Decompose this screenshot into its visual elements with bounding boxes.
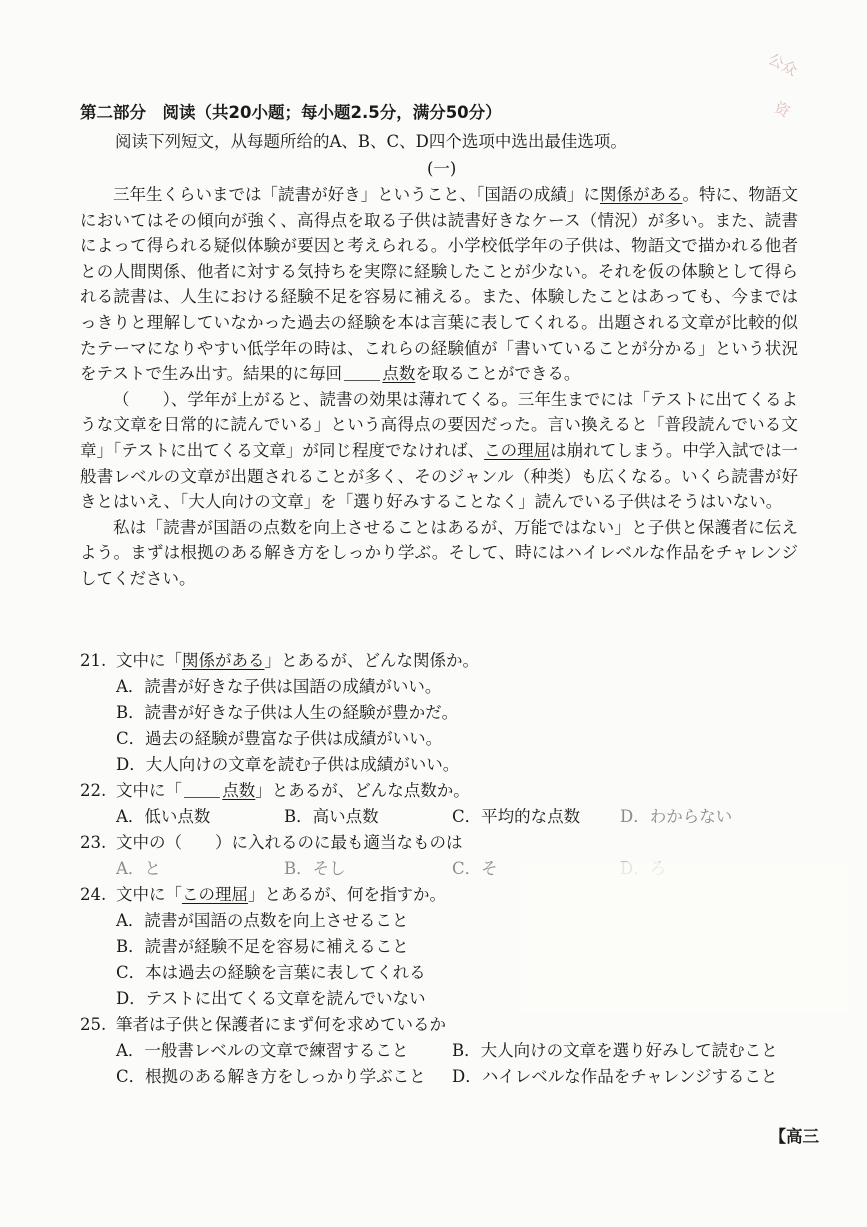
option-25-b: B．大人向けの文章を選り好みして読むこと [452, 1041, 778, 1060]
underlined-phrase-tensu: 点数 [382, 364, 416, 384]
reading-passage [80, 182, 798, 592]
watermark-line-1: 公众 [765, 49, 801, 80]
passage-paragraph-2: （ ）、学年が上がると、読書の効果は薄れてくる。三年生までには「テストに出てくるような文章を日常的に読んでいる」という高得点の要因だった。言い換えると「普段読んでいる文章」「テストに出てくる文章」が同じ程度でなければ、この理屈は崩れてしまう。中学入試では一般書レベルの文章が出題されることが多く、そのジャンル（种类）も広くなる。いくら読書が好きとはいえ、「大人向けの文章」を「選り好みすることなく」読んでいる子供はそうはいない。 [80, 389, 799, 512]
option-24-b: B．読書が経験不足を容易に補えること [116, 937, 409, 956]
options-25-row-1 [80, 1038, 800, 1064]
question-24: 24. 文中に「この理屈」とあるが、何を指すか。 [80, 885, 446, 904]
faded-scan-region [520, 862, 850, 1012]
option-21-a: A．読書が好きな子供は国語の成績がいい。 [116, 677, 442, 696]
option-25-a: A．一般書レベルの文章で練習すること [116, 1041, 409, 1060]
question-21: 21. 文中に「関係がある」とあるが、どんな関係か。 [80, 651, 479, 670]
question-23: 23. 文中の（ ）に入れるのに最も適当なものは [80, 833, 463, 852]
option-23-b: B．そし [284, 859, 346, 878]
watermark-stamp [747, 47, 837, 133]
question-25: 25. 筆者は子供と保護者にまず何を求めているか [80, 1015, 446, 1034]
option-25-c: C．根拠のある解き方をしっかり学ぶこと [116, 1067, 426, 1086]
blank-line [184, 781, 220, 799]
options-25-row-2 [80, 1064, 800, 1090]
option-22-c: C．平均的な点数 [452, 807, 581, 826]
passage-paragraph-3: 私は「読書が国語の点数を向上させることはあるが、万能ではない」と子供と保護者に伝えよう。まずは根拠のある解き方をしっかり学ぶ。そして、時にはハイレベルな作品をチャレンジしてください。 [80, 517, 798, 588]
passage-number: (一) [427, 159, 457, 178]
option-23-a: A．と [116, 859, 161, 878]
underlined-phrase-kankei: 関係がある [599, 185, 683, 204]
option-22-b: B．高い点数 [284, 807, 379, 826]
option-24-d: D．テストに出てくる文章を読んでいない [116, 989, 426, 1008]
blank-line [344, 364, 380, 382]
underlined-phrase-rikutsu: この理屈 [484, 440, 551, 460]
option-23-c: C．そ [452, 859, 498, 878]
option-21-b: B．読書が好きな子供は人生の経験が豊かだ。 [116, 703, 459, 722]
option-21-c: C．過去の経験が豊富な子供は成績がいい。 [116, 729, 443, 748]
options-22 [80, 804, 800, 830]
passage-paragraph-1: 三年生くらいまでは「読書が好き」ということ、「国語の成績」に関係がある。特に、物語文においてはその傾向が強く、高得点を取る子供は読書好きなケース（情況）が多い。また、読書によって得られる疑似体験が要因と考えられる。小学校低学年の子供は、物語文で描かれる他者との人間関係、他者に対する気持ちを実際に経験したことが少ない。それを仮の体験として得られる読書は、人生における経験不足を容易に補える。また、体験したことはあっても、今まではっきりと理解していなかった過去の経験を本は言葉に表してくれる。出題される文章が比較的似たテーマになりやすい低学年の時は、これらの経験値が「書いていることが分かる」という状況をテストで生み出す。結果的に毎回 点数を取ることができる。 [80, 185, 799, 384]
option-22-d: D．わからない [620, 807, 733, 826]
footer-grade-tag: 【高三 [769, 1127, 819, 1146]
option-24-a: A．読書が国語の点数を向上させること [116, 911, 409, 930]
watermark-line-2: 资 [771, 97, 794, 121]
section-instructions: 阅读下列短文，从每题所给的A、B、C、D四个选项中选出最佳选项。 [115, 132, 627, 151]
option-24-c: C．本は過去の経験を言葉に表してくれる [116, 963, 426, 982]
question-22: 22. 文中に「 点数」とあるが、どんな点数か。 [80, 781, 470, 800]
option-25-d: D．ハイレベルな作品をチャレンジすること [452, 1067, 778, 1086]
option-21-d: D．大人向けの文章を読む子供は成績がいい。 [116, 755, 460, 774]
section-title: 第二部分 阅读（共20小题；每小题2.5分，满分50分） [80, 103, 502, 122]
option-22-a: A．低い点数 [116, 807, 211, 826]
